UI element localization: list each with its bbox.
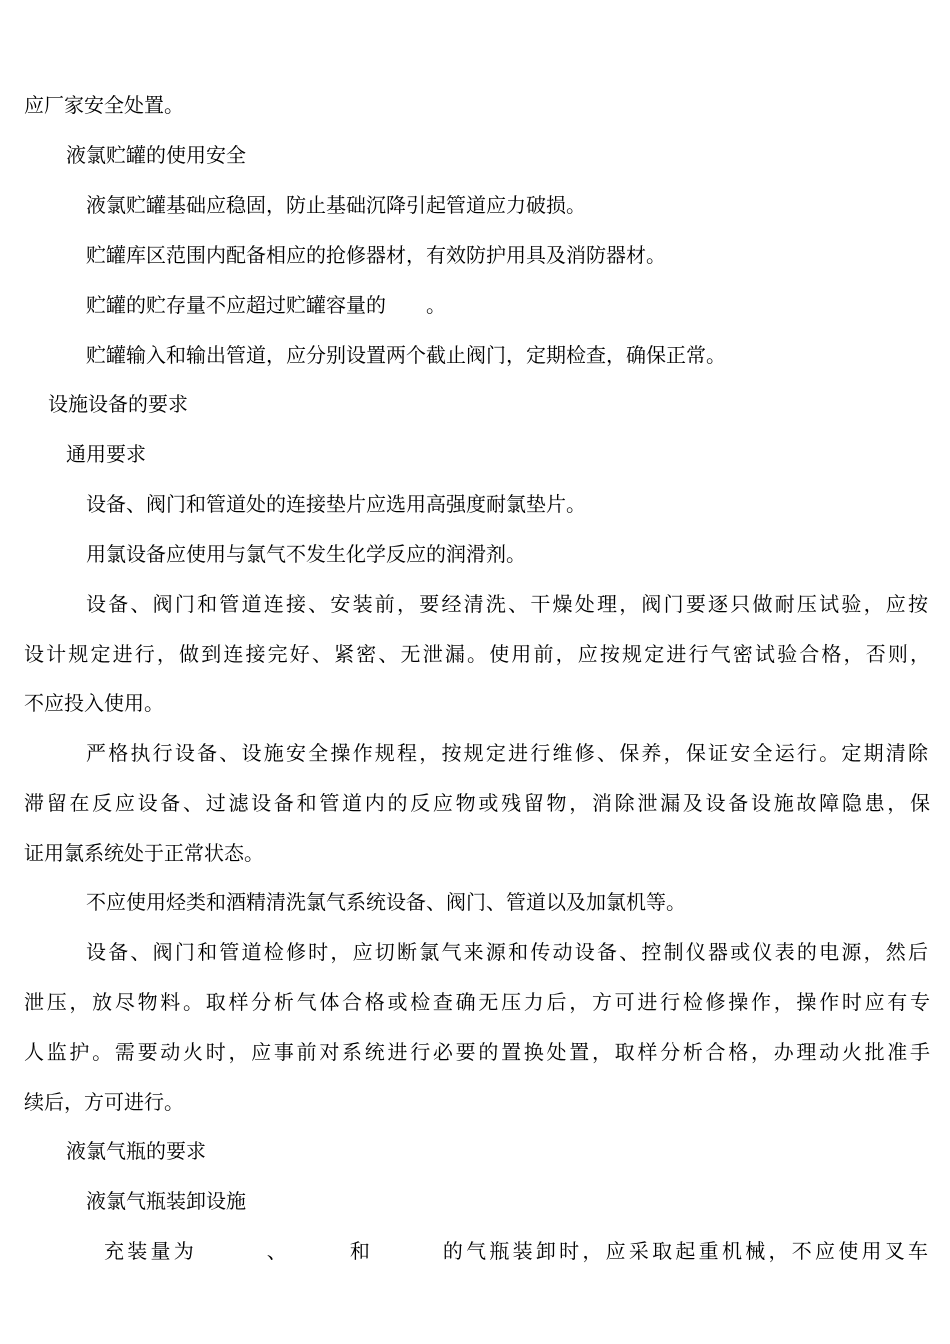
clause-continuation: 人监护。需要动火时，应事前对系统进行必要的置换处置，取样分析合格，办理动火批准手	[24, 1040, 930, 1064]
clause-continuation: 续后，方可进行。	[24, 1090, 184, 1114]
clause: 严格执行设备、设施安全操作规程，按规定进行维修、保养，保证安全运行。定期清除	[86, 741, 928, 765]
clause: 设备、阀门和管道处的连接垫片应选用高强度耐氯垫片。	[86, 492, 586, 516]
subsection-heading: 通用要求	[66, 442, 146, 466]
clause: 贮罐输入和输出管道，应分别设置两个截止阀门，定期检查，确保正常。	[86, 343, 726, 367]
clause: 用氯设备应使用与氯气不发生化学反应的润滑剂。	[86, 542, 526, 566]
clause-continuation: 设计规定进行，做到连接完好、紧密、无泄漏。使用前，应按规定进行气密试验合格，否则，	[24, 642, 930, 666]
clause-continuation: 证用氯系统处于正常状态。	[24, 841, 264, 865]
clause: 设备、阀门和管道检修时，应切断氯气来源和传动设备、控制仪器或仪表的电源，然后	[86, 940, 928, 964]
clause: 贮罐的贮存量不应超过贮罐容量的 。	[86, 293, 446, 317]
clause: 不应使用烃类和酒精清洗氯气系统设备、阀门、管道以及加氯机等。	[86, 890, 686, 914]
subsection-heading: 液氯贮罐的使用安全	[66, 143, 246, 167]
clause-continuation: 不应投入使用。	[24, 691, 164, 715]
clause: 设备、阀门和管道连接、安装前，要经清洗、干燥处理，阀门要逐只做耐压试验，应按	[86, 592, 928, 616]
clause-continuation: 滞留在反应设备、过滤设备和管道内的反应物或残留物，消除泄漏及设备设施故障隐患，保	[24, 791, 930, 815]
clause-continuation: 泄压，放尽物料。取样分析气体合格或检查确无压力后，方可进行检修操作，操作时应有专	[24, 990, 930, 1014]
subsection-heading: 液氯气瓶的要求	[66, 1139, 206, 1163]
clause: 贮罐库区范围内配备相应的抢修器材，有效防护用具及消防器材。	[86, 243, 666, 267]
clause: 充装量为 、 和 的气瓶装卸时，应采取起重机械，不应使用叉车	[104, 1239, 928, 1263]
clause: 液氯贮罐基础应稳固，防止基础沉降引起管道应力破损。	[86, 193, 586, 217]
subsection-heading: 液氯气瓶装卸设施	[86, 1189, 246, 1213]
section-heading: 设施设备的要求	[48, 392, 188, 416]
paragraph-tail: 应厂家安全处置。	[24, 93, 184, 117]
